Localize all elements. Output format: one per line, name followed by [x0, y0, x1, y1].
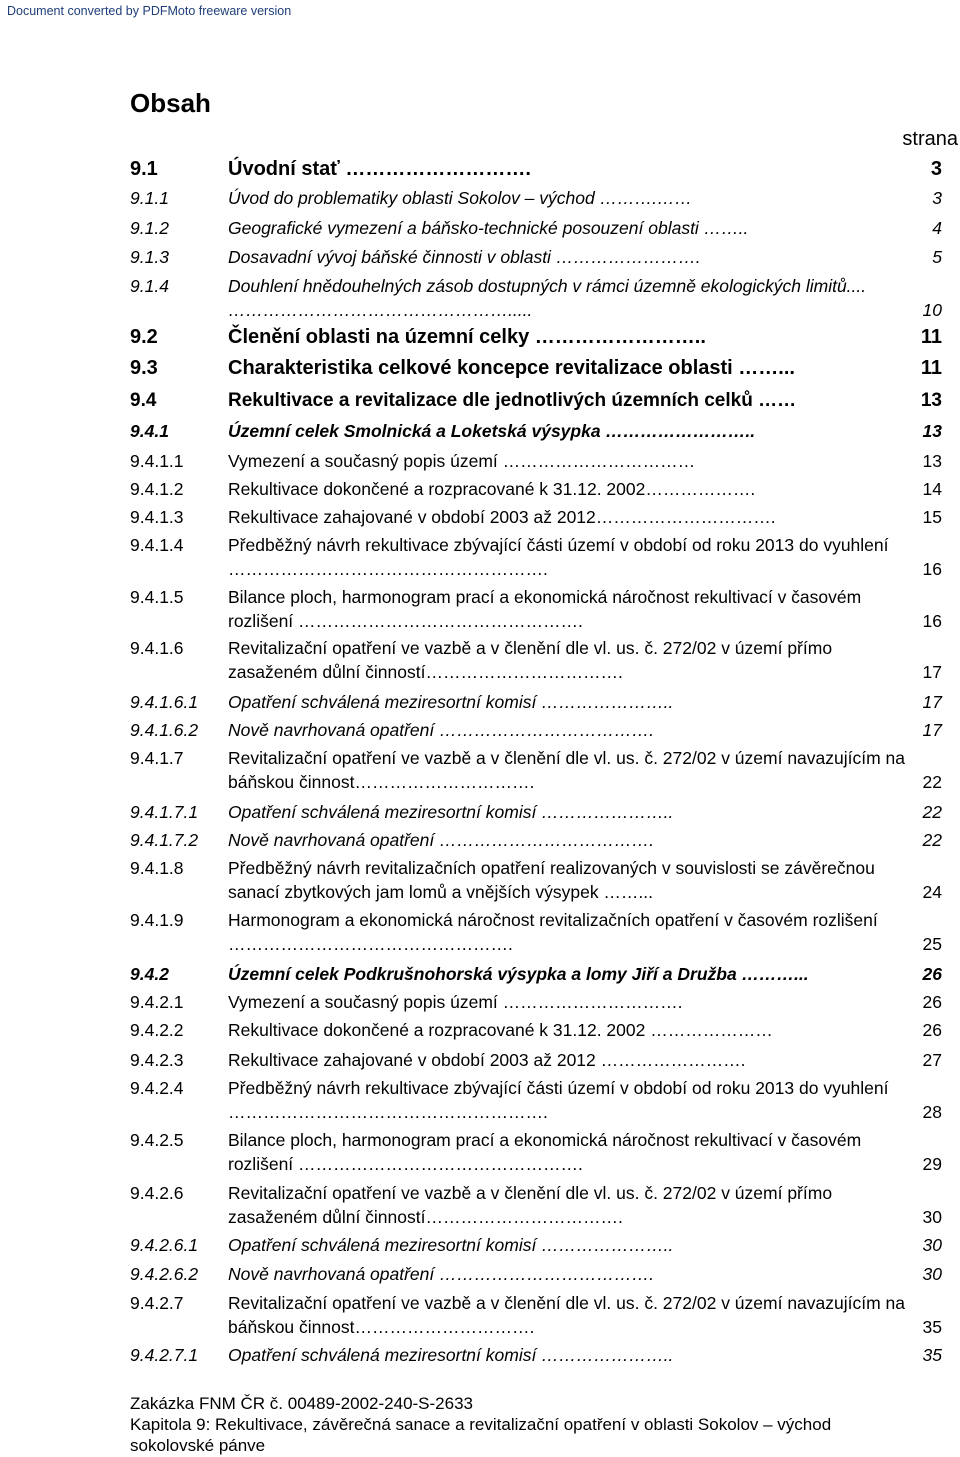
- toc-entry-title: Revitalizační opatření ve vazbě a v členění dle vl. us. č. 272/02 v území navazujícím na báňskou činnost………………………….: [228, 748, 906, 792]
- toc-entry-title: Předběžný návrh rekultivace zbývající části území v období od roku 2013 do vyuhlení ……………………………………………….: [228, 1078, 889, 1122]
- toc-entry-page: 5: [932, 247, 942, 267]
- toc-entry-page: 13: [920, 390, 942, 411]
- toc-entry-title: Úvodní stať ……………………….: [228, 158, 531, 180]
- toc-entry: [130, 533, 942, 581]
- toc-entry-page: 17: [922, 720, 942, 740]
- toc-entry-number: 9.4.2.1: [130, 992, 184, 1012]
- toc-entry-title: Nově navrhovaná opatření ……………………………….: [228, 830, 654, 850]
- footer-contract-line: Zakázka FNM ČR č. 00489-2002-240-S-2633: [130, 1394, 473, 1413]
- toc-entry-number: 9.4.2.7.1: [130, 1345, 199, 1365]
- toc-entry-page: 26: [922, 1020, 942, 1040]
- toc-entry-page: 24: [922, 882, 942, 902]
- toc-entry-page: 17: [922, 662, 942, 682]
- toc-entry: [130, 1262, 942, 1286]
- toc-entry-number: 9.4.1: [130, 421, 169, 441]
- toc-entry-number: 9.4.2.6.1: [130, 1235, 199, 1255]
- toc-entry-page: 30: [922, 1235, 942, 1255]
- toc-entry-page: 16: [922, 559, 942, 579]
- toc-entry-number: 9.4.1.6.1: [130, 692, 199, 712]
- toc-entry: [130, 186, 942, 210]
- toc-entry-page: 30: [922, 1207, 942, 1227]
- toc-entry-number: 9.1.3: [130, 247, 169, 267]
- toc-entry-page: 22: [922, 830, 942, 850]
- toc-entry-number: 9.4.1.4: [130, 535, 184, 555]
- toc-entry: [130, 324, 942, 350]
- toc-entry: [130, 746, 942, 794]
- toc-entry: [130, 419, 942, 443]
- toc-entry: [130, 449, 942, 473]
- toc-entry-title: Revitalizační opatření ve vazbě a v členění dle vl. us. č. 272/02 v území navazujícím na báňskou činnost………………………….: [228, 1293, 906, 1337]
- toc-entry: [130, 1018, 942, 1042]
- converter-banner: Document converted by PDFMoto freeware version: [7, 4, 292, 18]
- toc-entry: [130, 636, 942, 684]
- toc-entry-title: Geografické vymezení a báňsko-technické posouzení oblasti ……..: [228, 218, 749, 238]
- toc-entry-title: Harmonogram a ekonomická náročnost revitalizačních opatření v časovém rozlišení ………………………………………….: [228, 910, 878, 954]
- toc-entry-page: 27: [922, 1050, 942, 1070]
- toc-entry-title: Rekultivace dokončené a rozpracované k 31.12. 2002……………….: [228, 479, 756, 499]
- toc-entry-title: Nově navrhovaná opatření ……………………………….: [228, 1264, 654, 1284]
- toc-entry-title: Rekultivace zahajované v období 2003 až 2012 …………………….: [228, 1050, 746, 1070]
- toc-entry-number: 9.1: [130, 158, 158, 180]
- toc-entry-title: Bilance ploch, harmonogram prací a ekonomická náročnost rekultivací v časovém rozlišení ………………………………………….: [228, 587, 862, 631]
- toc-entry-number: 9.4: [130, 390, 157, 411]
- toc-entry: [130, 1128, 942, 1176]
- toc-entry-number: 9.4.2.6.2: [130, 1264, 199, 1284]
- toc-entry-page: 15: [922, 507, 942, 527]
- toc-entry: [130, 1343, 942, 1367]
- toc-entry-title: Předběžný návrh rekultivace zbývající části území v období od roku 2013 do vyuhlení ……………………………………………….: [228, 535, 889, 579]
- toc-entry-page: 14: [922, 479, 942, 499]
- toc-entry-number: 9.4.2.7: [130, 1293, 184, 1313]
- toc-entry-number: 9.4.1.8: [130, 858, 184, 878]
- toc-entry-title: Revitalizační opatření ve vazbě a v členění dle vl. us. č. 272/02 v území přímo zasaženém důlní činností…………………………….: [228, 1183, 833, 1227]
- toc-entry-page: 29: [922, 1154, 942, 1174]
- page-title: Obsah: [130, 88, 211, 118]
- toc-entry: [130, 505, 942, 529]
- page-footer: [130, 1393, 930, 1456]
- toc-entry-number: 9.4.1.6: [130, 638, 184, 658]
- toc-entry-title: Dosavadní vývoj báňské činnosti v oblasti …………………….: [228, 247, 701, 267]
- toc-entry-page: 26: [922, 992, 942, 1012]
- toc-entry: [130, 245, 942, 269]
- toc-entry: [130, 1076, 942, 1124]
- toc-entry-page: 22: [922, 772, 942, 792]
- toc-entry: [130, 355, 942, 381]
- toc-entry-title: Opatření schválená meziresortní komisí …………………..: [228, 1235, 674, 1255]
- toc-entry-page: 35: [922, 1345, 942, 1365]
- toc-entry: [130, 1291, 942, 1339]
- toc-entry-number: 9.4.1.7.2: [130, 830, 199, 850]
- toc-entry-title: Vymezení a současný popis území ……………………………: [228, 451, 696, 471]
- toc-entry: [130, 1181, 942, 1229]
- toc-entry-title: Předběžný návrh revitalizačních opatření realizovaných v souvislosti se závěrečnou sanací zbytkových jam lomů a vnějších výsypek ……...: [228, 858, 875, 902]
- toc-entry: [130, 388, 942, 414]
- footer-chapter-line: Kapitola 9: Rekultivace, závěrečná sanace a revitalizační opatření v oblasti Sokolov – východ: [130, 1415, 832, 1434]
- toc-entry-page: 11: [920, 357, 942, 379]
- toc-entry-title: Douhlení hnědouhelných zásob dostupných v rámci územně ekologických limitů.... ………………………………………….....: [228, 276, 867, 320]
- toc-entry-page: 10: [922, 300, 942, 320]
- toc-entry-title: Územní celek Podkrušnohorská výsypka a lomy Jiří a Družba ………...: [228, 964, 809, 984]
- page-column-header: strana: [902, 128, 958, 150]
- toc-entry-page: 13: [922, 421, 942, 441]
- toc-entry: [130, 990, 942, 1014]
- toc-entry-number: 9.1.4: [130, 276, 169, 296]
- toc-entry: [130, 908, 942, 956]
- toc-entry: [130, 828, 942, 852]
- toc-entry: [130, 585, 942, 633]
- toc-entry-number: 9.4.1.3: [130, 507, 184, 527]
- toc-entry: [130, 216, 942, 240]
- toc-entry-number: 9.4.2.2: [130, 1020, 184, 1040]
- toc-entry-title: Úvod do problematiky oblasti Sokolov – východ ……….……: [228, 188, 692, 208]
- toc-entry-page: 16: [922, 611, 942, 631]
- toc-entry-number: 9.4.2.6: [130, 1183, 184, 1203]
- toc-entry-page: 3: [930, 158, 942, 180]
- toc-entry-title: Rekultivace dokončené a rozpracované k 31.12. 2002 …………………: [228, 1020, 773, 1040]
- toc-entry: [130, 1048, 942, 1072]
- toc-entry-title: Opatření schválená meziresortní komisí …………………..: [228, 1345, 674, 1365]
- toc-entry-number: 9.4.2: [130, 964, 169, 984]
- toc-entry-number: 9.4.2.4: [130, 1078, 184, 1098]
- toc-entry-number: 9.4.1.7: [130, 748, 184, 768]
- toc-entry-title: Vymezení a současný popis území ………………………….: [228, 992, 683, 1012]
- toc-entry-number: 9.4.1.2: [130, 479, 184, 499]
- toc-entry-title: Rekultivace a revitalizace dle jednotlivých územních celků ……: [228, 390, 797, 411]
- toc-entry-page: 30: [922, 1264, 942, 1284]
- toc-entry-page: 28: [922, 1102, 942, 1122]
- toc-entry-title: Bilance ploch, harmonogram prací a ekonomická náročnost rekultivací v časovém rozlišení ………………………………………….: [228, 1130, 862, 1174]
- toc-entry-title: Rekultivace zahajované v období 2003 až 2012………………………….: [228, 507, 776, 527]
- toc-entry-number: 9.4.1.5: [130, 587, 184, 607]
- toc-entry-number: 9.4.1.7.1: [130, 802, 199, 822]
- toc-entry-title: Nově navrhovaná opatření ……………………………….: [228, 720, 654, 740]
- toc-entry: [130, 156, 942, 182]
- toc-entry-number: 9.1.2: [130, 218, 169, 238]
- toc-entry-title: Členění oblasti na územní celky ……………………..: [228, 326, 706, 348]
- toc-entry-page: 11: [920, 326, 942, 348]
- toc-entry: [130, 718, 942, 742]
- toc-entry-number: 9.3: [130, 357, 158, 379]
- toc-entry: [130, 800, 942, 824]
- toc-entry-title: Opatření schválená meziresortní komisí …………………..: [228, 692, 674, 712]
- toc-entry-number: 9.4.1.1: [130, 451, 184, 471]
- toc-entry-number: 9.1.1: [130, 188, 169, 208]
- toc-entry-number: 9.4.2.3: [130, 1050, 184, 1070]
- toc-entry-page: 26: [922, 964, 942, 984]
- toc-entry: [130, 1233, 942, 1257]
- toc-entry: [130, 477, 942, 501]
- toc-entry: [130, 856, 942, 904]
- toc-entry-number: 9.4.1.6.2: [130, 720, 199, 740]
- toc-entry: [130, 690, 942, 714]
- footer-region-line: sokolovské pánve: [130, 1436, 266, 1455]
- toc-entry-page: 3: [932, 188, 942, 208]
- toc-entry-title: Opatření schválená meziresortní komisí …………………..: [228, 802, 674, 822]
- toc-entry-page: 22: [922, 802, 942, 822]
- toc-entry: [130, 274, 942, 322]
- toc-entry-page: 13: [922, 451, 942, 471]
- toc-entry-page: 17: [922, 692, 942, 712]
- toc-entry: [130, 962, 942, 986]
- toc-entry-number: 9.2: [130, 326, 158, 348]
- toc-entry-page: 4: [932, 218, 942, 238]
- toc-entry-page: 25: [922, 934, 942, 954]
- toc-entry-title: Revitalizační opatření ve vazbě a v členění dle vl. us. č. 272/02 v území přímo zasaženém důlní činností…………………………….: [228, 638, 833, 682]
- toc-entry-number: 9.4.1.9: [130, 910, 184, 930]
- toc-entry-number: 9.4.2.5: [130, 1130, 184, 1150]
- toc-entry-title: Územní celek Smolnická a Loketská výsypka ……………………..: [228, 421, 756, 441]
- toc-entry-page: 35: [922, 1317, 942, 1337]
- toc-entry-title: Charakteristika celkové koncepce revitalizace oblasti ……...: [228, 357, 795, 379]
